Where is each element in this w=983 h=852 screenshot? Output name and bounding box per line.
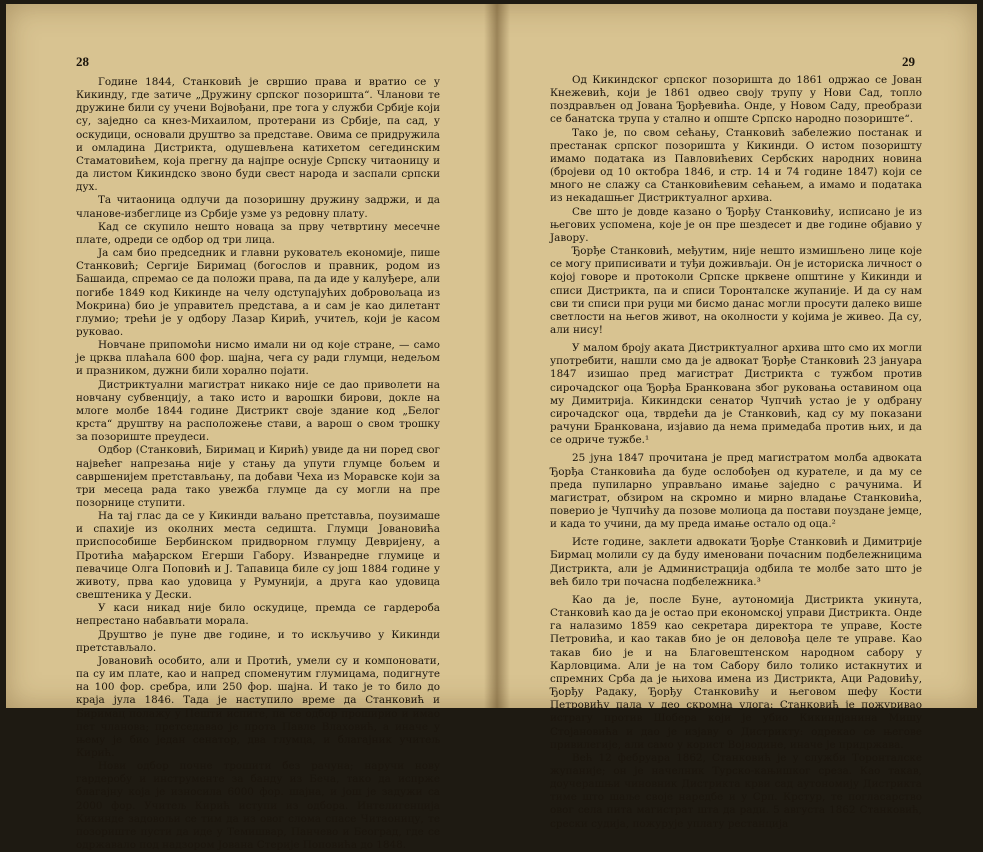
page-number: 29 [902,54,915,69]
right-page [510,4,977,830]
paragraph: Кад се скупило нешто новаца за прву четвртину месечне плате, одреди се одбор од три лица. [76,220,440,246]
paragraph: Све што је довде казано о Ђорђу Станковићу, исписано је из његових успомена, које је он пре шездесет и две године објавио у Јавору. [550,205,922,244]
paragraph: Дистриктуални магистрат никако није се дао приволети на новчану субвенцију, а тако исто и варошки бирови, докле на млоге молбе 1844 године Дистрикт своје здание код „Белог крста“ друштву на расположење стави, а варош о свом трошку за позориште преудеси. [76,378,440,444]
paragraph: Та читаоница одлучи да позоришну дружину задржи, и да чланове-избеглице из Србије узме уз редовну плату. [76,194,440,220]
right-page-text [550,74,922,831]
paragraph: 25 јуна 1847 прочитана је пред магистратом молба адвоката Ђорђа Станковића да буде ослобођен од курателе, и да му се преда пупиларно управљано имање заједно с рачунима. И магистрат, обзиром на скромно и мирно владање Станковића, поверио је Чупчићу да позове молиоца да постави поуздане јемце, и када то учини, да му преда имање остало од оца.² [550,452,922,531]
paragraph: У малом броју аката Дистриктуалног архива што смо их могли употребити, нашли смо да је адвокат Ђорђе Станковић 23 јануара 1847 изишао пред магистрат Дистрикта с тужбом против сирочадског оца Ђорђа Бранкована због руковања оставином оца му Димитрија. Кикиндски сенатор Чупчић устао је у одбрану сирочадског оца, тврдећи да је Станковић, кад су му показани рачуни Бранкована, изјавио да нема примедаба против њих, и да се одриче тужбе.¹ [550,342,922,447]
paragraph: Тако је, по свом сећању, Станковић забележио постанак и престанак српског позоришта у Кикинди. О истом позоришту имамо података из Павловићевих Сербских народних новина (бројеви од 10 октобра 1846, и стр. 14 и 74 године 1847) који се много не слажу са Станковићевим сећањем, а имамо и података из некадашњег Дистриктуалног архива. [550,126,922,205]
paragraph: Ђорђе Станковић, међутим, није нешто измишљено лице које се могу приписивати и туђи доживљаји. Он је историска личност о којој говоре и протоколи Српске црквене општине у Кикинди и списи Дистрикта, па и списи Торонталске жупаније. И да су нам сви ти списи при руци ми бисмо данас могли просути далеко више светлости на његов живот, на околности у којима је живео. Да су, али нису! [550,245,922,336]
paragraph: Новчане припомоћи нисмо имали ни од које стране, — само је црква плаћала 600 фор. шајна, чега су ради глумци, недељом и празником, дужни били хорално појати. [76,339,440,378]
book-spread [6,4,977,852]
paragraph: Од Кикиндског српског позоришта до 1861 одржао се Јован Кнежевић, који је 1861 одвео своју трупу у Нови Сад, топло поздрављен од Јована Ђорђевића. Онде, у Новом Саду, преобрази се банатска трупа у стално и опште Српско народно позориште“. [550,74,922,126]
paragraph: Нови одбор почне трошити без рачуна; наручи нову гардеробу и инструменте за банду из Беча, тако да испрже благајну која је износила 6000 фор. шајна, и још је задужи са 2000 фор. Учитељ Кирић иступи из одбора. Интелигенција Кикинде задовољи се тим да из овог слома спасе Читаоницу, те позориште пусти да иде у Темишвар, Панчево и Београд, где се одржавало под надзором Јована Стерије Поповића до 1848. [76,760,440,852]
book-gutter [484,4,510,708]
paragraph: Одбор (Станковић, Биримац и Кирић) увиде да ни поред свог највећег напрезања није у стању да упути глумце бољем и савршенијем претстављању, па добави Чеха из Моравске који за три месеца рада тако увежба глумце да су могли на пре позорнице ступити. [76,444,440,509]
page-number: 28 [76,54,89,69]
paragraph: Друштво је пуне две године, и то искључиво у Кикинди претстављало. [76,628,440,654]
left-page [6,4,484,852]
paragraph: Године 1844, Станковић је свршио права и вратио се у Кикинду, где затиче „Дружину српског позоришта“. Чланови те дружине били су учени Војвођани, пре тога у служби Србије који су, заједно са кнез-Михаилом, протерани из Србије, па сад, у оскудици, основали друштво за представе. Овима се придружила и омладина Дистрикта, одушевљена катихетом сегединским Стаматовићем, која прегну да најпре оснује Српску читаоницу и да листом Кикиндско звоно буди свест народа и заспали српски дух. [76,76,440,194]
paragraph: Већ 12 фебруара 1862, Станковић је у служби Торонталске жупаније; он је начелник Турско-кањишког среза. Као такав, доучерашњи чиновник Дистрикта крви сад аутономију Дистрикта тиме што шаље своје наредбе и у Срп. Крстур, те погласарство овог села пита магистрат шта да ради. 5 августа 1862 Станковић, срески судија, пожурује уплату рестанција [550,751,922,830]
paragraph: У каси никад није било оскудице, премда се гардероба непрестано набављати морала. [76,602,440,628]
paragraph: Као да је, после Буне, аутономија Дистрикта укинута, Станковић као да је остао при економској управи Дистрикта. Онде га налазимо 1859 као секретара директора те управе, Косте Петровића, и као такав био је он деловођа целе те управе. Као такав био је и на Благовештенском народном сабору у Карловцима. Али је на том Сабору било толико истакнутих и спремних Срба да је њихова имена из Дистрикта, Аци Радовићу, Ђорђу Радаку, Ђорђу Станковићу и његовом шефу Кости Петровићу пала у део скромна улога: Станковић је пожуривао истрагу против Шобера који је убио Кикиндјанина Мишу Стојановића и дао је изјаву о Дистрикту: одрекао се његове привилегије, али само у корист Војводине, иначе је придржава. [550,593,922,751]
paragraph: Јовановић особито, али и Протић, умели су и компоновати, па су им плате, као и напред споменутим глумицама, подигнуте на 100 фор. сребра, или 250 фор. шајна. И тако је то било до краја јула 1846. Тада је наступило време да Станковић и Биримац полажу у Пешти испите, па се одбор проширио и имао пет чланова; претседавао је прота Павле Влаховић, а иначе у њему је био један сенатор, два глумца, и благајник учитељ Кирић. [76,654,440,759]
paragraph: Ја сам био председник и главни руковатељ економије, пише Станковић; Сергије Биримац (богослов и правник, родом из Башаида, спремао се да положи права, па да иде у калуђере, али погибе 1849 код Кикинде на челу одступајућих добровољаца из Мокрина) био је управитељ представа, а и сам је као дилетант глумио; трећи је у одбору Лазар Кирић, учитељ, који је касом руковао. [76,247,440,338]
paragraph: На тај глас да се у Кикинди ваљано претставља, поузимаше и спахије из околних места седишта. Глумци Јовановића приспособише Бербинском придворном глумцу Девријену, а Протића мађарском Егерши Габору. Изванредне глумице и певачице Олга Поповић и Ј. Тапавица биле су још 1884 године у животу, прва као удовица у Румунији, а друга као удовица свештеника у Дески. [76,510,440,602]
left-page-text [76,76,440,852]
paragraph: Исте године, заклети адвокати Ђорђе Станковић и Димитрије Бирмац молили су да буду именовани почасним подбележницима Дистрикта, али је Администрација одбила те молбе зато што је већ било три почасна подбележника.³ [550,536,922,588]
